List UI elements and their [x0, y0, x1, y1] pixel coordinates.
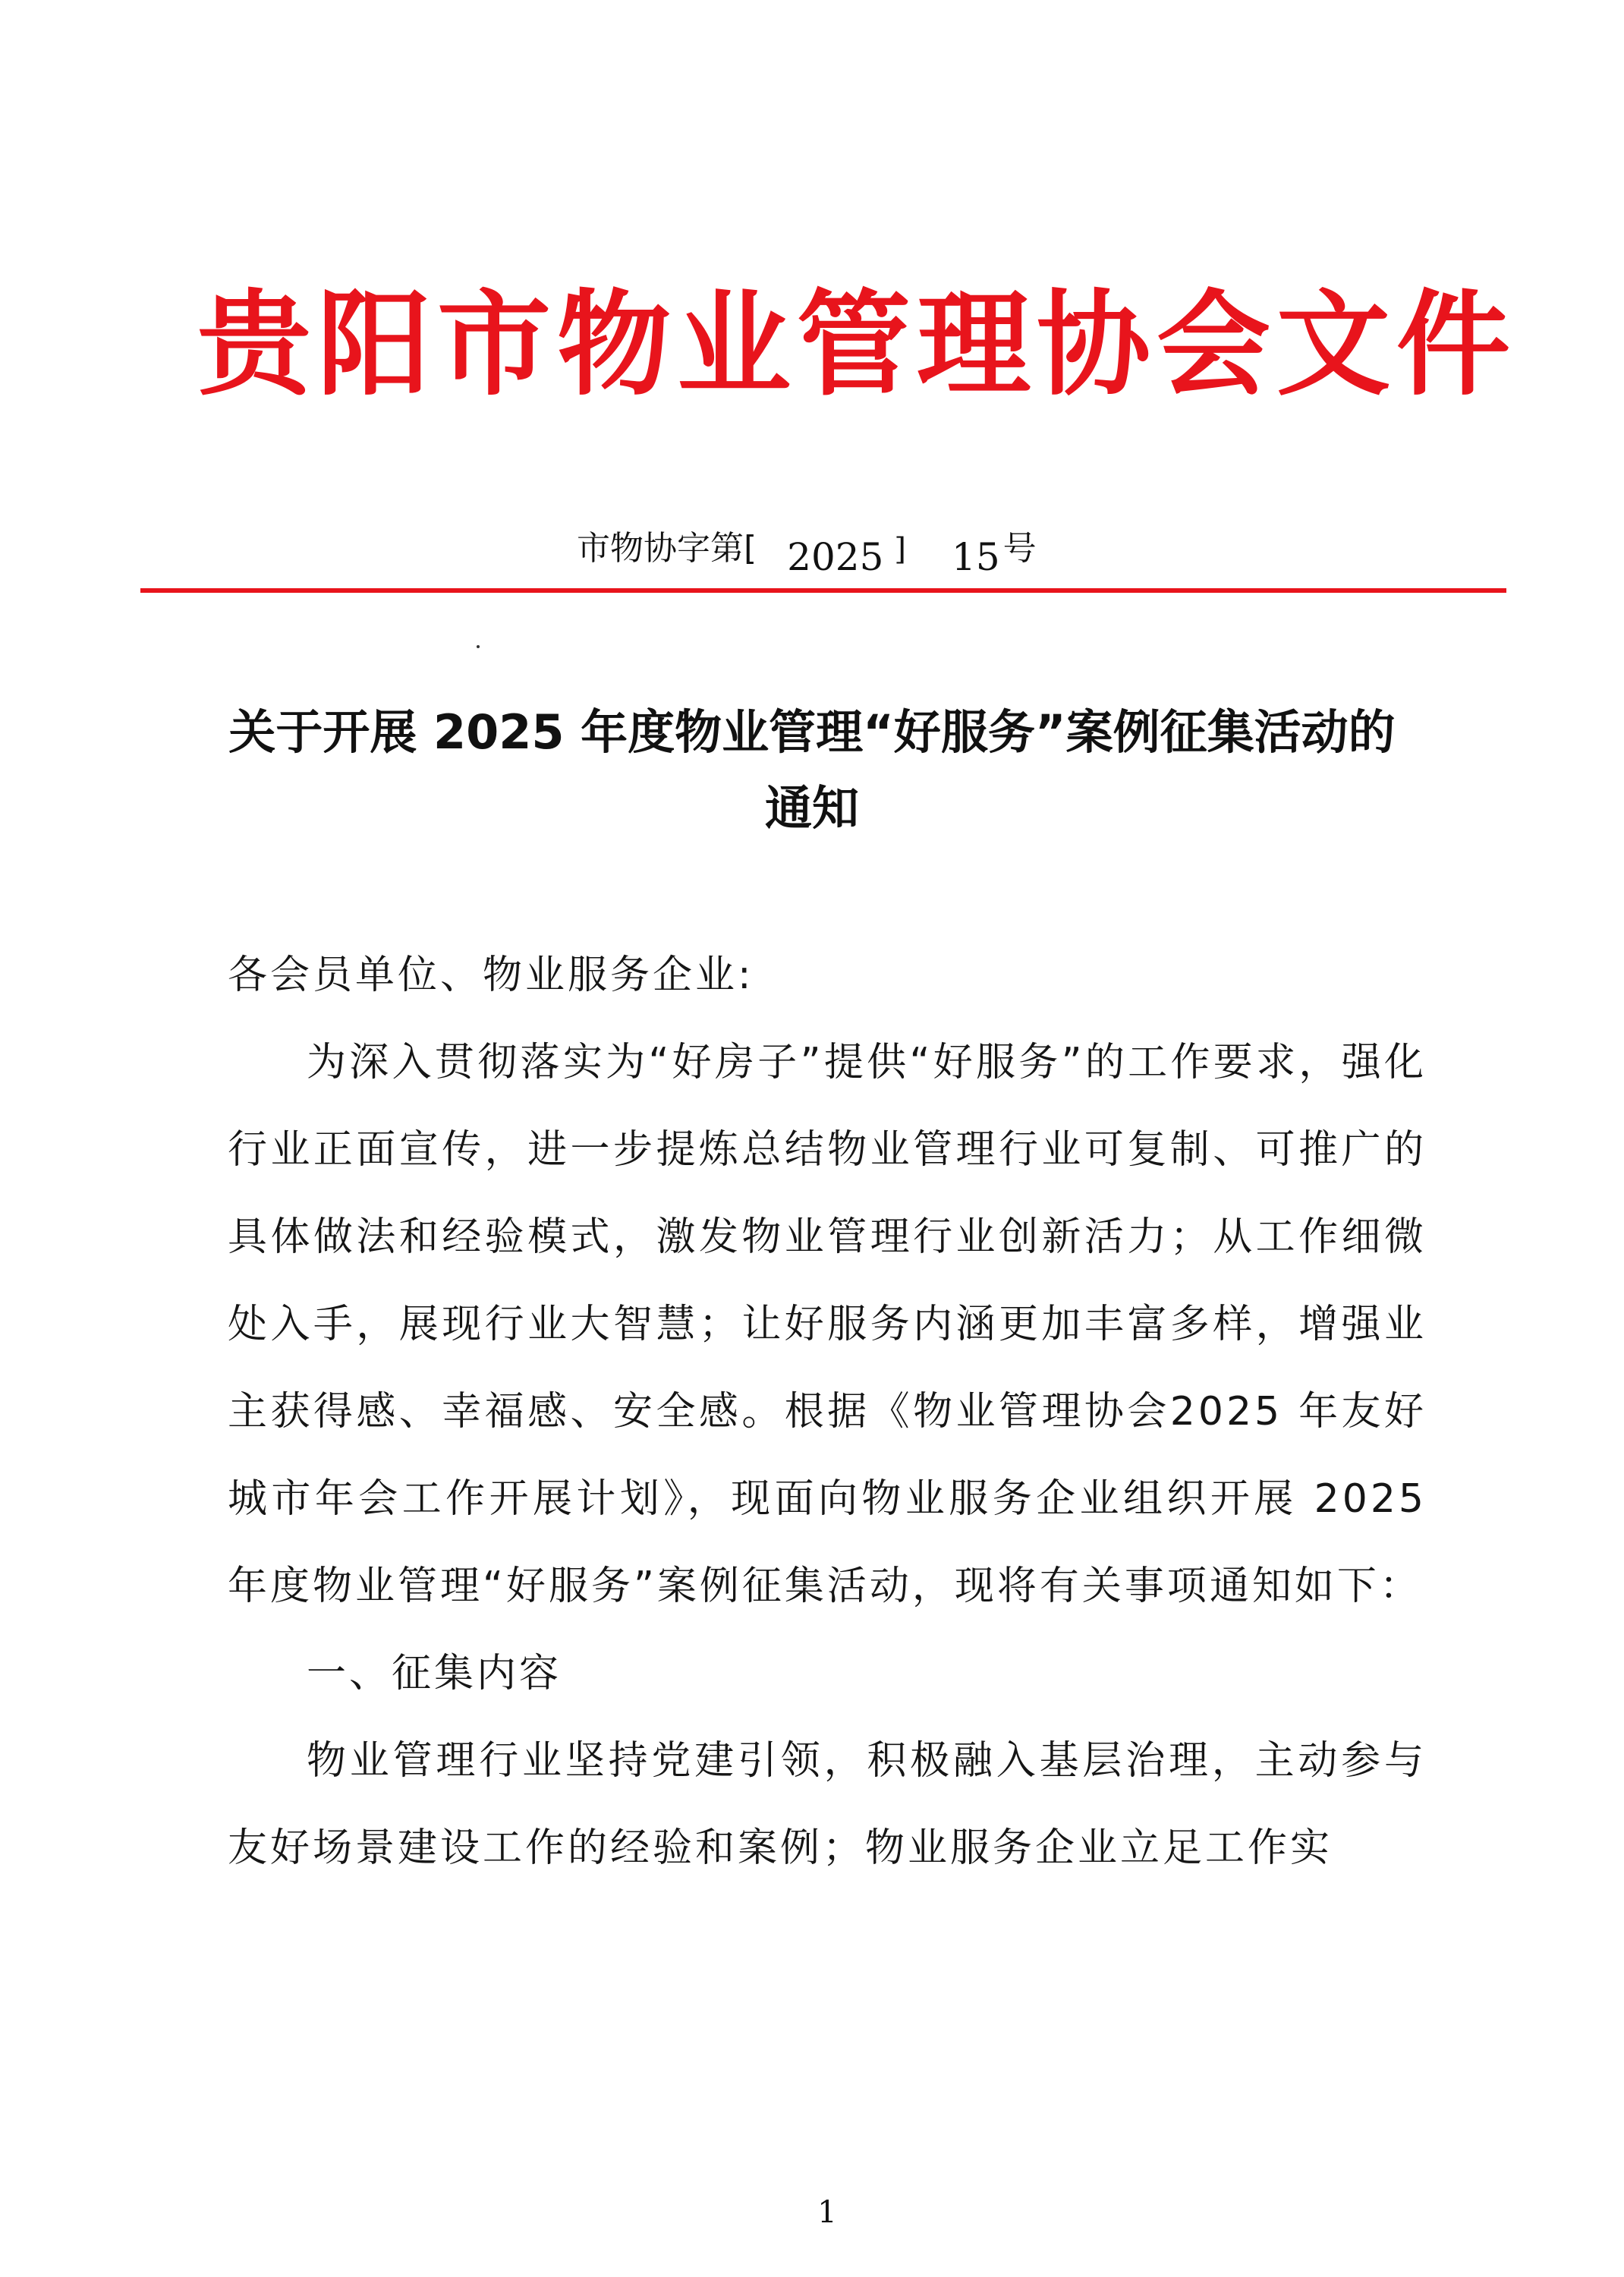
section-heading-1: 一、征集内容 — [307, 1651, 562, 1696]
page-number: 1 — [817, 2195, 837, 2230]
document-number — [577, 524, 1037, 584]
doc-number-suffix: 号 — [1002, 529, 1037, 568]
salutation: 各会员单位、物业服务企业: — [228, 953, 754, 998]
body-paragraph-2: 物业管理行业坚持党建引领，积极融入基层治理，主动参与友好场景建设工作的经验和案例；物业服务企业立足工作实 — [228, 1738, 1427, 1871]
document-masthead: 贵阳市物业管理协会文件 — [197, 279, 1517, 411]
doc-number-value: 15 — [952, 535, 1000, 579]
red-divider-line — [140, 588, 1506, 593]
doc-number-year: 2025 — [787, 535, 884, 579]
scan-speck — [477, 645, 480, 648]
doc-number-prefix: 市物协字第[ — [577, 529, 757, 568]
doc-number-bracket: ] — [894, 532, 907, 567]
notice-body — [228, 932, 1427, 1892]
notice-title-line-1: 关于开展 2025 年度物业管理“好服务”案例征集活动的 — [228, 704, 1396, 760]
body-paragraph-1: 为深入贯彻落实为“好房子”提供“好服务”的工作要求，强化行业正面宣传，进一步提炼总结物业管理行业可复制、可推广的具体做法和经验模式，激发物业管理行业创新活力；从工作细微处入手，展现行业大智慧；让好服务内涵更加丰富多样，增强业主获得感、幸福感、安全感。根据《物业管理协会2025 年友好城市年会工作开展计划》，现面向物业服务企业组织开展 2025 年度物业管理“好服务”案例征集活动，现将有关事项通知如下： — [228, 1040, 1427, 1609]
notice-title — [182, 694, 1442, 846]
notice-title-line-2: 通知 — [764, 780, 859, 836]
